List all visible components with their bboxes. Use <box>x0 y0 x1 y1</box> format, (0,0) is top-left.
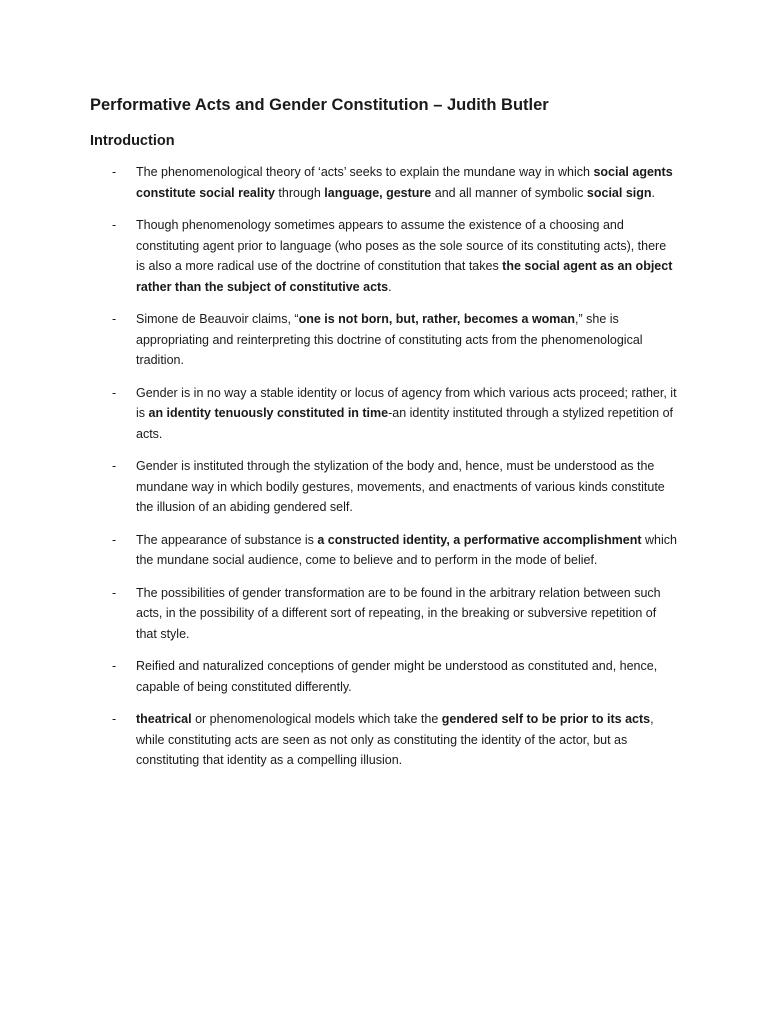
bullet-item <box>0 383 768 445</box>
bullet-list <box>0 162 768 783</box>
bullet-text <box>136 583 678 645</box>
text-run: Simone de Beauvoir claims, “ <box>136 312 299 326</box>
text-run: The possibilities of gender transformation are to be found in the arbitrary relation between such acts, in the possibility of a different sort of repeating, in the breaking or subversive repetition of that style. <box>136 585 661 641</box>
bold-phrase: theatrical <box>136 712 192 726</box>
text-run: ,” she is appropriating and reinterpreting this doctrine of constituting acts from the phenomenological tradition. <box>136 312 643 367</box>
text-run: The appearance of substance is <box>136 532 318 547</box>
bold-phrase: language, gesture <box>324 185 432 200</box>
text-run: . <box>651 185 655 200</box>
bullet-text <box>136 215 678 297</box>
text-run: Gender is in no way a stable identity or locus of agency from which various acts proceed; rather, it is <box>136 385 677 420</box>
text-run: which the mundane social audience, come to believe and to perform in the mode of belief. <box>136 532 677 567</box>
text-run: -an identity instituted through a stylized repetition of acts. <box>136 406 673 441</box>
bullet-item <box>0 215 768 297</box>
section-heading: Introduction <box>90 133 175 149</box>
bullet-item <box>0 309 768 371</box>
text-run: and all manner of symbolic <box>431 185 587 200</box>
bullet-marker: - <box>112 312 117 326</box>
bullet-text <box>136 656 678 697</box>
bullet-marker: - <box>112 659 117 673</box>
bold-phrase: social agents constitute social reality <box>136 165 673 200</box>
bullet-marker: - <box>112 385 117 400</box>
text-run: , while constituting acts are seen as not only as constituting the identity of the actor, but as constituting that identity as a compelling illusion. <box>136 712 654 767</box>
bullet-marker: - <box>112 165 117 179</box>
bullet-text <box>136 530 678 571</box>
bullet-marker: - <box>112 218 117 232</box>
bullet-item <box>0 456 768 518</box>
text-run: . <box>388 279 392 294</box>
text-run: Though phenomenology sometimes appears to assume the existence of a choosing and constituting agent prior to language (who poses as the sole source of its constituting acts), there is also a more radical use of the doctrine of constitution that takes <box>136 218 667 273</box>
bullet-text <box>136 709 678 771</box>
bullet-text <box>136 309 678 371</box>
bold-phrase: an identity tenuously constituted in time <box>148 406 389 420</box>
bullet-item <box>0 530 768 571</box>
bullet-item <box>0 656 768 697</box>
bullet-item <box>0 709 768 771</box>
bullet-marker: - <box>112 459 117 473</box>
bullet-text <box>136 456 678 518</box>
text-run: Gender is instituted through the stylization of the body and, hence, must be understood as the mundane way in which bodily gestures, movements, and enactments of various kinds constitute the illusion of an abiding gendered self. <box>136 459 665 514</box>
bold-phrase: the social agent as an object rather than the subject of constitutive acts <box>136 259 673 294</box>
bold-phrase: gendered self to be prior to its acts <box>441 712 651 726</box>
bullet-text <box>136 162 678 203</box>
bullet-marker: - <box>112 532 117 547</box>
bold-phrase: social sign <box>586 185 652 200</box>
bullet-text <box>136 383 678 445</box>
bullet-marker: - <box>112 585 117 600</box>
bold-phrase: one is not born, but, rather, becomes a woman <box>298 312 576 326</box>
bullet-item <box>0 162 768 203</box>
bullet-marker: - <box>112 712 117 726</box>
bullet-item <box>0 583 768 645</box>
text-run: or phenomenological models which take the <box>191 712 442 726</box>
document-title: Performative Acts and Gender Constitution – Judith Butler <box>90 96 549 114</box>
text-run: The phenomenological theory of ‘acts’ seeks to explain the mundane way in which <box>136 165 594 179</box>
bold-phrase: a constructed identity, a performative accomplishment <box>317 532 642 547</box>
text-run: Reified and naturalized conceptions of gender might be understood as constituted and, hence, capable of being constituted differently. <box>136 659 658 694</box>
text-run: through <box>274 185 325 200</box>
